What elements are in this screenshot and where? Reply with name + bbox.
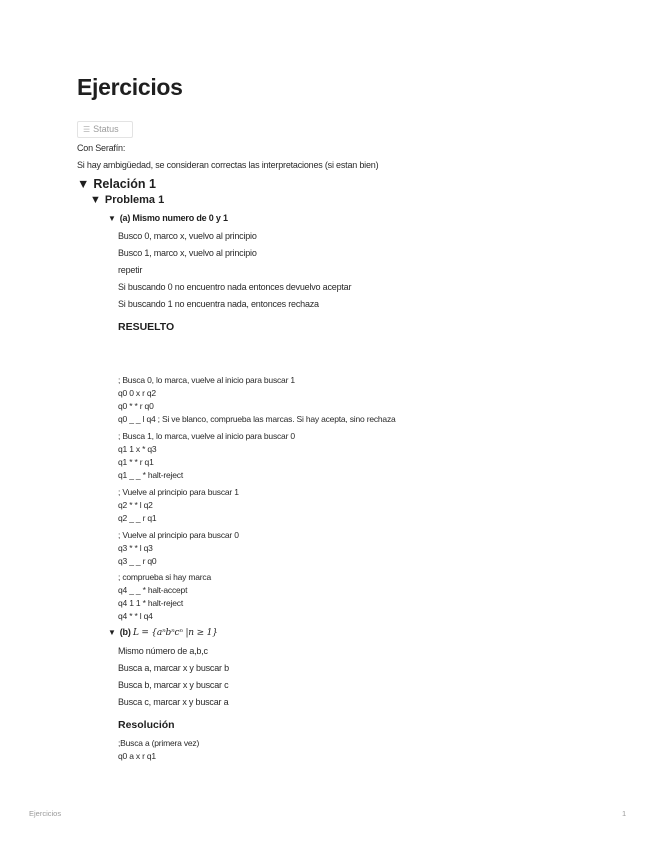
toggle-problema-1[interactable] xyxy=(90,194,164,206)
step-text: Busco 1, marco x, vuelvo al principio xyxy=(118,248,257,258)
intro-line: Con Serafín: xyxy=(77,143,126,153)
footer-title: Ejercicios xyxy=(29,809,62,818)
toggle-triangle-icon[interactable]: ▼ xyxy=(77,177,90,191)
step-text: repetir xyxy=(118,265,143,275)
page-number: 1 xyxy=(622,809,627,818)
code-line: ; Busca 0, lo marca, vuelve al inicio para buscar 1 xyxy=(118,375,295,385)
resuelto-heading: RESUELTO xyxy=(118,321,175,333)
code-line: q1 * * r q1 xyxy=(118,457,154,467)
step-text: Busca b, marcar x y buscar c xyxy=(118,680,229,690)
code-line: q3 * * l q3 xyxy=(118,543,153,553)
code-line: ; Vuelve al principio para buscar 1 xyxy=(118,487,239,497)
toggle-triangle-icon[interactable]: ▼ xyxy=(90,194,101,206)
toggle-triangle-icon[interactable]: ▼ xyxy=(108,628,116,637)
toggle-relacion-1[interactable] xyxy=(77,177,156,191)
status-label: Status xyxy=(93,124,119,134)
page-title: Ejercicios xyxy=(77,74,183,100)
step-text: Busca c, marcar x y buscar a xyxy=(118,697,229,707)
toggle-part-a[interactable] xyxy=(108,213,228,223)
code-line: ; Busca 1, lo marca, vuelve al inicio para buscar 0 xyxy=(118,431,295,441)
code-line: q4 _ _ * halt-accept xyxy=(118,585,188,595)
toggle-label: (b) xyxy=(119,627,131,637)
toggle-label: (a) Mismo numero de 0 y 1 xyxy=(119,213,228,223)
toggle-label: Problema 1 xyxy=(104,194,165,206)
code-line: q2 _ _ r q1 xyxy=(118,513,157,523)
step-text: Si buscando 0 no encuentro nada entonces devuelvo aceptar xyxy=(118,282,352,292)
math-expression: L = {aⁿbⁿcⁿ |n ≥ 1} xyxy=(132,628,218,638)
code-line: q1 1 x * q3 xyxy=(118,444,157,454)
code-line: ; comprueba si hay marca xyxy=(118,572,211,582)
code-line: q0 a x r q1 xyxy=(118,751,156,761)
code-line: q2 * * l q2 xyxy=(118,500,153,510)
toggle-part-b[interactable] xyxy=(108,627,218,638)
toggle-triangle-icon[interactable]: ▼ xyxy=(108,214,116,223)
list-icon: ☰ xyxy=(83,125,91,134)
code-line: q0 _ _ l q4 ; Si ve blanco, comprueba las marcas. Si hay acepta, sino rechaza xyxy=(118,414,396,424)
code-line: q0 0 x r q2 xyxy=(118,388,156,398)
code-line: q3 _ _ r q0 xyxy=(118,556,157,566)
code-line: q0 * * r q0 xyxy=(118,401,154,411)
step-text: Mismo número de a,b,c xyxy=(118,646,208,656)
code-line: q4 * * l q4 xyxy=(118,611,153,621)
step-text: Si buscando 1 no encuentra nada, entonces rechaza xyxy=(118,299,319,309)
step-text: Busco 0, marco x, vuelvo al principio xyxy=(118,231,257,241)
intro-line: Si hay ambigüedad, se consideran correctas las interpretaciones (si estan bien) xyxy=(77,160,379,170)
code-line: q1 _ _ * halt-reject xyxy=(118,470,183,480)
step-text: Busca a, marcar x y buscar b xyxy=(118,663,229,673)
code-line: ;Busca a (primera vez) xyxy=(118,738,200,748)
status-property[interactable] xyxy=(77,121,133,138)
toggle-label: Relación 1 xyxy=(93,177,156,191)
resolucion-heading: Resolución xyxy=(118,719,175,731)
code-line: ; Vuelve al principio para buscar 0 xyxy=(118,530,239,540)
code-line: q4 1 1 * halt-reject xyxy=(118,598,183,608)
